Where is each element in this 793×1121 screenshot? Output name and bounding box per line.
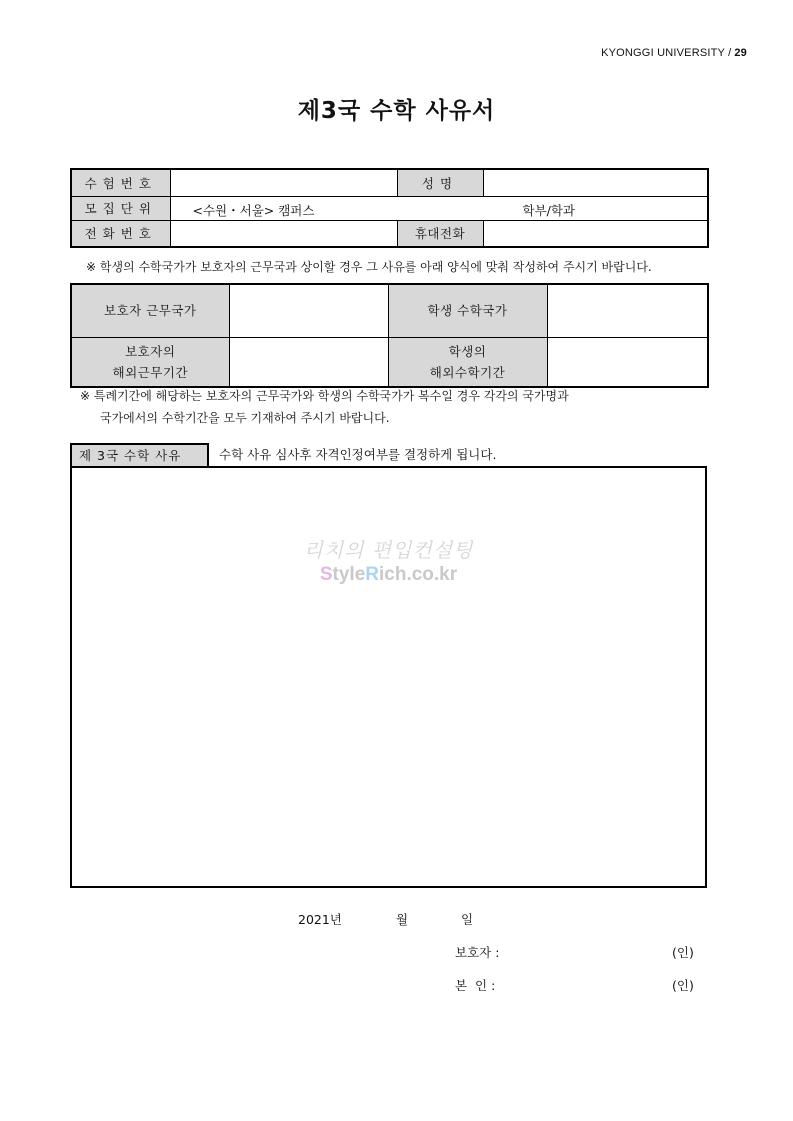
mobile-label: 휴대전화 <box>397 220 483 247</box>
date-day: 일 <box>461 912 474 927</box>
campus-text: <수원・서울> 캠퍼스 <box>192 202 315 218</box>
guardian-seal-mark: (인) <box>672 945 694 960</box>
name-field[interactable] <box>483 169 708 196</box>
guardian-period-line2: 해외근무기간 <box>112 364 188 380</box>
university-name: KYONGGI UNIVERSITY <box>601 47 726 59</box>
note-multiple-countries-line2: 국가에서의 수학기간을 모두 기재하여 주시기 바랍니다. <box>100 411 390 425</box>
guardian-period-line1: 보호자의 <box>125 343 176 359</box>
watermark-tyle: tyle <box>332 564 366 585</box>
student-period-line1: 학생의 <box>448 343 487 359</box>
guardian-signature-label: 보호자 : <box>455 945 500 960</box>
note-multiple-countries-line1: ※ 특례기간에 해당하는 보호자의 근무국가와 학생의 수학국가가 복수일 경우 각각의 국가명과 <box>80 389 569 403</box>
watermark-rest: ich.co.kr <box>379 564 458 585</box>
guardian-country-label: 보호자 근무국가 <box>71 284 229 337</box>
watermark-logo <box>72 564 705 586</box>
unit-label: 모집단위 <box>71 196 170 220</box>
phone-field[interactable] <box>170 220 397 247</box>
student-period-line2: 해외수학기간 <box>429 364 506 380</box>
reason-textarea[interactable] <box>70 466 707 888</box>
note-country-mismatch: ※ 학생의 수학국가가 보호자의 근무국과 상이할 경우 그 사유를 아래 양식에 맞춰 작성하여 주시기 바랍니다. <box>86 260 652 274</box>
reason-hint: 수학 사유 심사후 자격인정여부를 결정하게 됩니다. <box>219 447 497 462</box>
name-label: 성명 <box>397 169 483 196</box>
guardian-period-label <box>71 337 229 387</box>
reason-label: 제 3국 수학 사유 <box>70 443 209 466</box>
header-separator: / <box>728 47 732 59</box>
date-year: 2021년 <box>298 912 342 927</box>
watermark-s: S <box>319 564 333 585</box>
student-period-field[interactable] <box>547 337 708 387</box>
self-seal-mark: (인) <box>672 978 694 993</box>
date-month: 월 <box>396 912 409 927</box>
self-signature-label: 본 인 : <box>455 978 496 993</box>
student-period-label <box>388 337 547 387</box>
exam-number-label: 수험번호 <box>71 169 170 196</box>
guardian-country-field[interactable] <box>229 284 388 337</box>
country-period-table <box>70 283 709 388</box>
exam-number-field[interactable] <box>170 169 397 196</box>
student-country-label: 학생 수학국가 <box>388 284 547 337</box>
mobile-field[interactable] <box>483 220 708 247</box>
watermark-r: R <box>365 564 379 585</box>
page-header <box>601 47 747 59</box>
watermark-text: 리치의 편입컨설팅 <box>303 538 474 562</box>
applicant-info-table <box>70 168 709 248</box>
page-number: 29 <box>734 47 747 59</box>
unit-field[interactable] <box>170 196 708 220</box>
guardian-period-field[interactable] <box>229 337 388 387</box>
document-title: 제3국 수학 사유서 <box>297 98 496 124</box>
phone-label: 전화번호 <box>71 220 170 247</box>
student-country-field[interactable] <box>547 284 708 337</box>
dept-text: 학부/학과 <box>522 202 576 218</box>
